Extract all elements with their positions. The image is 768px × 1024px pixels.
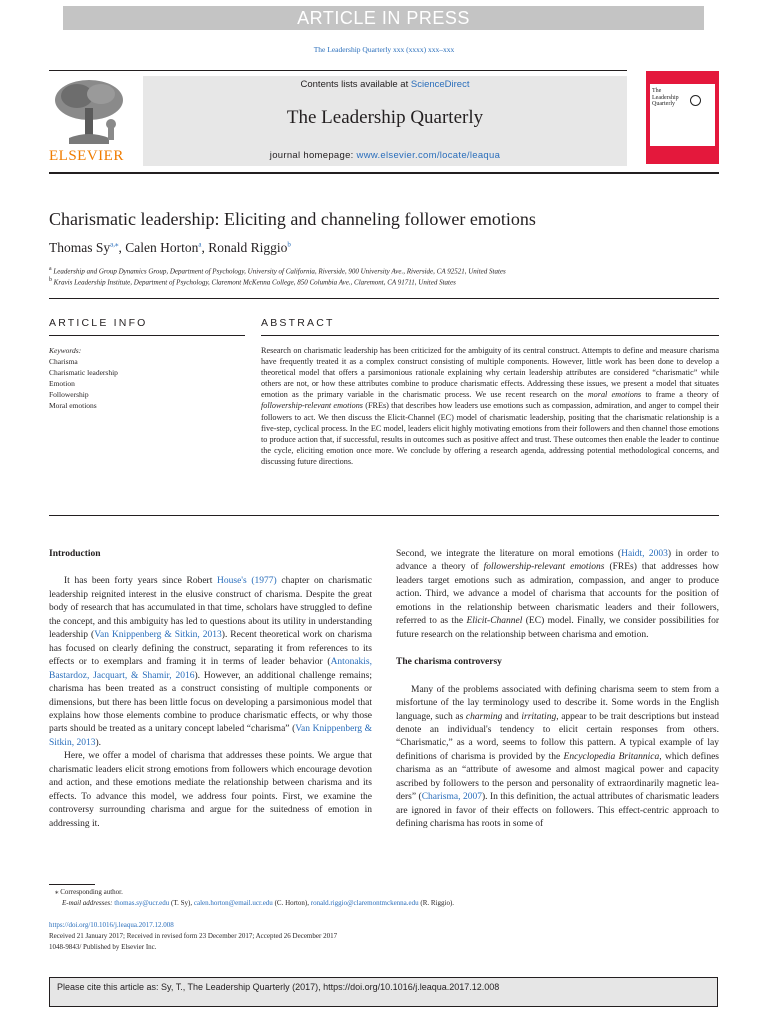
text-italic: irritating bbox=[521, 711, 557, 722]
email-link[interactable]: ronald.riggio@claremontmckenna.edu bbox=[310, 899, 419, 907]
header-top-rule bbox=[49, 70, 627, 71]
text-run: ). However, an additional challenge remains; charisma has been treated as a construct consisting of multiple components or dimensions, but there has been little focus on developing a parsimonious model that explains how those elements combine to produce charismatic effects, or why those parts should be treated as a unitary concept labeled “charisma” ( bbox=[49, 670, 372, 735]
elsevier-wordmark: ELSEVIER bbox=[49, 148, 124, 164]
divider bbox=[49, 335, 245, 336]
email-addresses bbox=[62, 899, 454, 907]
abstract-segment: to frame a theory of bbox=[641, 390, 719, 400]
divider bbox=[49, 298, 719, 299]
article-title: Charismatic leadership: Eliciting and channeling follower emotions bbox=[49, 209, 536, 229]
author-marker[interactable]: a,⁎ bbox=[110, 240, 119, 249]
keyword: Emotion bbox=[49, 379, 75, 388]
journal-citation-line[interactable]: The Leadership Quarterly xxx (xxxx) xxx–xxx bbox=[313, 45, 455, 54]
journal-title: The Leadership Quarterly bbox=[286, 107, 484, 128]
section-heading-introduction: Introduction bbox=[49, 549, 101, 559]
cover-title-line-3: Quarterly bbox=[652, 101, 675, 107]
text-run: ). bbox=[95, 737, 101, 748]
text-italic: Elicit-Channel bbox=[466, 616, 523, 627]
text-run: Many of the problems associated with defining charisma seem to stem from a misfortune of the lay terminology used to describe it. Some words in the English language, such as bbox=[396, 684, 719, 722]
affiliation-text: Leadership and Group Dynamics Group, Department of Psychology, University of California, Riverside, 900 University Ave., Riverside, CA 92521, United States bbox=[53, 267, 506, 276]
keyword: Charismatic leadership bbox=[49, 368, 118, 377]
email-link[interactable]: calen.horton@email.ucr.edu bbox=[193, 899, 273, 907]
text-run: ). In this definition, the actual attributes of charismatic leaders are ignored in favor of their effects on followers. This effect-centric approach to defining charisma has roots in some of bbox=[396, 792, 719, 830]
email-label: E-mail addresses: bbox=[62, 899, 115, 907]
affiliation-mark: a bbox=[49, 266, 52, 272]
abstract-segment: Research on charismatic leadership has been criticized for the ambiguity of its central construct. Attempts to define and measure charisma have frequently treated it as a complex construct consisting of multiple components. However, little work has been done to develop a theoretical model that offers a parsimonious rationale explaining why certain leadership attributes are considered “charismatic” while others are not, or how these attributes combine to produce charismatic effects. Addressing these issues, we present a model that situates emotion as the primary variable in the charismatic process. We use recent research on the bbox=[261, 346, 719, 400]
reference-link[interactable]: Antonakis, Bastardoz, Jacquart, & Shamir, 2016 bbox=[49, 657, 372, 681]
homepage-prefix: journal homepage: bbox=[269, 150, 357, 161]
email-owner: (C. Horton), bbox=[272, 899, 311, 907]
article-in-press-banner: ARTICLE IN PRESS bbox=[63, 6, 704, 30]
author-marker[interactable]: b bbox=[287, 240, 291, 249]
email-owner: (R. Riggio). bbox=[418, 899, 455, 907]
cover-emblem-icon bbox=[690, 95, 701, 106]
author-list: Thomas $Sy^{a,⁎}$, Calen Horton$^a$, Ronald Riggio$^b$ bbox=[49, 240, 291, 255]
text-run: and bbox=[502, 711, 522, 722]
email-link[interactable]: thomas.sy@ucr.edu bbox=[114, 899, 170, 907]
sciencedirect-link[interactable]: ScienceDirect bbox=[410, 79, 470, 90]
cover-title-line-1: The bbox=[652, 88, 662, 94]
abstract-segment: (FREs) that describes how leaders use emotions such as compassion, admiration, and anger to compel their followers to act. We then discuss the Elicit-Channel (EC) model of charismatic leadership, positing that the charismatic relationship is a five-step, cyclical process. In the EC model, leaders elicit highly motivating emotions from their followers and then channel those emotions to produce action that, if successful, results in outcomes such as positive affect and trust. These outcomes then enable the leader to continue the cycle, eliciting emotion once more. We conclude by offering a research agenda, addressing potential methodological concerns, and discussing future directions. bbox=[261, 401, 719, 466]
homepage-link[interactable]: www.elsevier.com/locate/leaqua bbox=[356, 150, 501, 161]
keyword: Moral emotions bbox=[49, 401, 97, 410]
affiliation-mark: b bbox=[49, 277, 52, 283]
author-name: Calen Horton bbox=[125, 240, 199, 255]
text-italic: charming bbox=[465, 711, 503, 722]
divider bbox=[261, 335, 719, 336]
journal-cover-title bbox=[652, 88, 679, 108]
journal-homepage bbox=[143, 150, 627, 161]
text-run: chapter on charismatic leadership reignited interest in the elusive construct of charisma. Despite the great body of research that has accumulated in that time, scholars have struggled to define the concept, and this ambiguity has led to questions about its utility in understanding leadership ( bbox=[49, 576, 372, 641]
author-name: Thomas Sy bbox=[49, 240, 111, 255]
affiliation-text: Kravis Leadership Institute, Department of Psychology, Claremont McKenna College, 850 Columbia Ave., Claremont, CA 91711, United States bbox=[53, 278, 456, 287]
received-dates: Received 21 January 2017; Received in revised form 23 December 2017; Accepted 26 December 2017 bbox=[49, 932, 338, 940]
contents-line bbox=[143, 79, 627, 90]
header-bottom-rule bbox=[49, 172, 719, 174]
text-run: (EC) model. Finally, we consider possibilities for future research on the relationship between charisma and emotion. bbox=[396, 616, 719, 640]
section-heading-charisma-controversy: The charisma controversy bbox=[396, 657, 502, 668]
reference-link[interactable]: Charisma, 2007 bbox=[421, 792, 482, 803]
reference-link[interactable]: Haidt, 2003 bbox=[621, 549, 668, 559]
paragraph: Here, we offer a model of charisma that addresses these points. We argue that charismatic leaders elicit strong emotions from followers which encourage devotion and action, and these emotions mediate the relationship between charisma and its effects. To advance this model, we address four points. First, we examine the controversy surrounding charisma and argue for the suitedness of emotion in addressing it. bbox=[49, 751, 372, 829]
abstract-text bbox=[261, 345, 719, 467]
corresponding-author-note: ⁎ Corresponding author. bbox=[55, 888, 123, 896]
paragraph bbox=[396, 684, 719, 832]
reference-link[interactable]: Van Knippenberg & Sitkin, 2013 bbox=[49, 724, 372, 748]
author-name: Ronald Riggio bbox=[208, 240, 288, 255]
abstract-italic: followership-relevant emotions bbox=[261, 401, 363, 411]
reference-link[interactable]: House's (1977) bbox=[217, 576, 277, 587]
author-marker[interactable]: a bbox=[198, 240, 202, 249]
text-run: ) in order to advance a theory of bbox=[396, 549, 719, 573]
cite-box-text: Please cite this article as: Sy, T., The Leadership Quarterly (2017), https://doi.org/10.1016/j.leaqua.2017.12.008 bbox=[57, 982, 500, 992]
paragraph bbox=[396, 548, 719, 642]
abstract-heading: ABSTRACT bbox=[261, 317, 335, 329]
text-run: , appear to be trait descriptions but instead denote an individual's tendency to elicit certain responses from others. “Charismatic,” as a word, seems to follow this pattern. A typical example of lay definitions of charisma is provided by the bbox=[396, 711, 719, 762]
elsevier-tree-logo bbox=[49, 78, 129, 146]
footnote-rule bbox=[49, 884, 95, 885]
keywords-label: Keywords: bbox=[49, 346, 82, 355]
text-italic: followership-relevant emotions bbox=[483, 562, 605, 573]
keyword: Followership bbox=[49, 390, 89, 399]
divider bbox=[49, 515, 719, 516]
body-left-column bbox=[49, 548, 372, 831]
contents-prefix: Contents lists available at bbox=[300, 79, 411, 90]
text-run: (FREs) that addresses how leaders target emotions such as admiration, compassion, and anger to produce action. Third, we advance a model of charisma that accounts for the position of emotions in the relationship between charismatic leaders and their followers, referred to as the bbox=[396, 562, 719, 627]
text-run: Second, we integrate the literature on moral emotions ( bbox=[396, 549, 622, 559]
cover-title-line-2: Leadership bbox=[652, 94, 679, 101]
paragraph bbox=[49, 575, 372, 750]
doi-link[interactable]: https://doi.org/10.1016/j.leaqua.2017.12.008 bbox=[49, 921, 174, 929]
keyword: Charisma bbox=[49, 357, 78, 366]
affiliation bbox=[49, 266, 506, 275]
text-run: ). Recent theoretical work on charisma has focused on clearly defining the construct, separating it from references to its effects or to exemplars and framing it in terms of leader behavior ( bbox=[49, 630, 372, 668]
article-info-heading: ARTICLE INFO bbox=[49, 317, 148, 329]
abstract-italic: moral emotions bbox=[587, 390, 642, 400]
affiliation bbox=[49, 277, 456, 286]
reference-link[interactable]: Van Knippenberg & Sitkin, 2013 bbox=[94, 630, 222, 641]
email-owner: (T. Sy), bbox=[169, 899, 194, 907]
text-italic: Encyclopedia Britannica bbox=[563, 751, 660, 762]
body-right-column bbox=[396, 548, 719, 832]
text-run: , which defines charisma as an “attribute of awesome and almost magical power and capacity ascribed by followers to the person and personality of extraordinarily magnetic leaders” ( bbox=[396, 751, 719, 803]
keywords-block bbox=[49, 345, 118, 411]
issn-publisher: 1048-9843/ Published by Elsevier Inc. bbox=[49, 943, 157, 951]
text-run: It has been forty years since Robert bbox=[64, 576, 218, 587]
